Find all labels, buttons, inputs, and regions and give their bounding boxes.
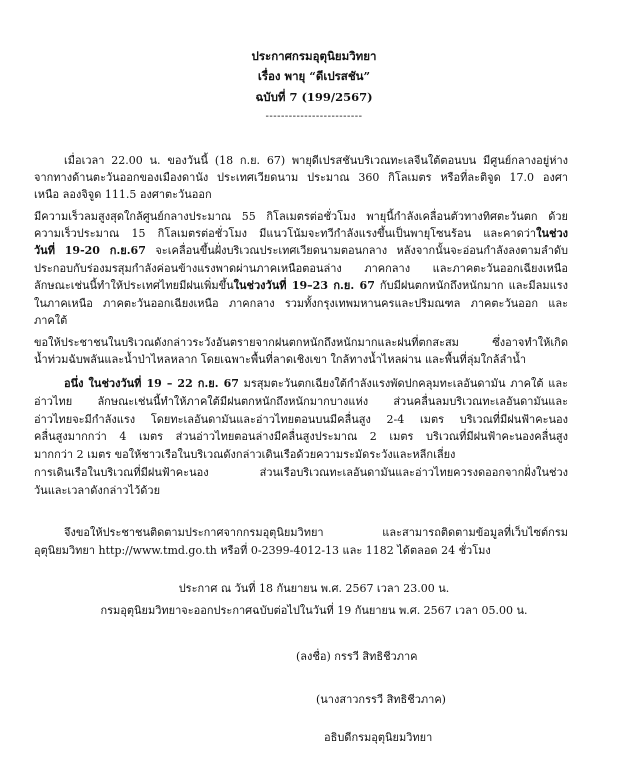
paragraph-5-line: จึงขอให้ประชาชนติดตามประกาศจากกรมอุตุนิยมวิทยา และสามารถติดตามข้อมูลที่เว็บไซต์กรม	[64, 526, 568, 539]
paragraph-2-line: ลักษณะเช่นนี้ทำให้ประเทศไทยมีฝนเพิ่มขึ้นในช่วงวันที่ 19–23 ก.ย. 67 กับมีฝนตกหนักถึงหนักมาก และมีลมแรง	[34, 279, 568, 292]
paragraph-5-line: อุตุนิยมวิทยา http://www.tmd.go.th หรือที่ 0-2399-4012-13 และ 1182 ได้ตลอด 24 ชั่วโมง	[34, 544, 491, 557]
announcement-date: ประกาศ ณ วันที่ 18 กันยายน พ.ศ. 2567 เวลา 23.00 น.	[178, 582, 450, 595]
paragraph-3-line: ขอให้ประชาชนในบริเวณดังกล่าวระวังอันตรายจากฝนตกหนักถึงหนักมากและฝนที่ตกสะสม ซึ่งอาจทำให้เกิด	[34, 336, 568, 349]
signature-name: (นางสาวกรรวี สิทธิชีวภาค)	[316, 693, 446, 706]
document-title: ประกาศกรมอุตุนิยมวิทยา	[251, 49, 377, 63]
paragraph-4-line: อ่าวไทยจะมีกำลังแรง โดยทะเลอันดามันและอ่าวไทยตอนบนมีคลื่นสูง 2-4 เมตร บริเวณที่มีฝนฟ้าคะนอง	[34, 413, 568, 426]
paragraph-4-line: อ่าวไทย ลักษณะเช่นนี้ทำให้ภาคใต้มีฝนตกหนักถึงหนักมากบางแห่ง ส่วนคลื่นลมบริเวณทะเลอันดามันและ	[34, 395, 568, 408]
signature-position: อธิบดีกรมอุตุนิยมวิทยา	[324, 731, 433, 744]
paragraph-1-line: จากทางด้านตะวันออกของเมืองดานัง ประเทศเวียดนาม ประมาณ 360 กิโลเมตร หรือที่ละติจูด 17.0 องศา	[34, 171, 568, 184]
paragraph-4-line: การเดินเรือในบริเวณที่มีฝนฟ้าคะนอง ส่วนเรือบริเวณทะเลอันดามันและอ่าวไทยควรงดออกจากฝั่งในช่วง	[34, 466, 568, 479]
paragraph-1-line: เมื่อเวลา 22.00 น. ของวันนี้ (18 ก.ย. 67) พายุดีเปรสชันบริเวณทะเลจีนใต้ตอนบน มีศูนย์กลางอยู่ห่าง	[64, 154, 568, 167]
paragraph-1-line: เหนือ ลองจิจูด 111.5 องศาตะวันออก	[34, 188, 212, 201]
paragraph-2-line: ความเร็วประมาณ 15 กิโลเมตรต่อชั่วโมง มีแนวโน้มจะทวีกำลังแรงขึ้นเป็นพายุโซนร้อน และคาดว่าในช่วง	[34, 227, 568, 240]
paragraph-4-line: คลื่นสูงมากกว่า 4 เมตร ส่วนอ่าวไทยตอนล่างมีคลื่นสูงประมาณ 2 เมตร บริเวณที่มีฝนฟ้าคะนองคลื่นสูง	[34, 430, 568, 443]
paragraph-2-line: ภาคใต้	[34, 314, 68, 327]
paragraph-4-line: วันและเวลาดังกล่าวไว้ด้วย	[34, 484, 161, 497]
next-issue-notice: กรมอุตุนิยมวิทยาจะออกประกาศฉบับต่อไปในวันที่ 19 กันยายน พ.ศ. 2567 เวลา 05.00 น.	[100, 604, 528, 617]
header-divider: -------------------------	[265, 111, 363, 122]
signature-signed: (ลงชื่อ) กรรวี สิทธิชีวภาค	[296, 650, 418, 663]
paragraph-2-line: วันที่ 19-20 ก.ย.67 จะเคลื่อนขึ้นฝั่งบริเวณประเทศเวียดนามตอนกลาง หลังจากนั้นจะอ่อนกำลังลงตามลำดับ	[34, 244, 568, 257]
paragraph-2-line: ประกอบกับร่องมรสุมกำลังค่อนข้างแรงพาดผ่านภาคเหนือตอนล่าง ภาคกลาง และภาคตะวันออกเฉียงเหนือ	[34, 262, 568, 275]
paragraph-3-line: น้ำท่วมฉับพลันและน้ำป่าไหลหลาก โดยเฉพาะพื้นที่ลาดเชิงเขา ใกล้ทางน้ำไหลผ่าน และพื้นที่ลุ่มใกล้ลำน้ำ	[34, 353, 527, 366]
document-issue-number: ฉบับที่ 7 (199/2567)	[255, 90, 373, 104]
paragraph-2-line: ในภาคเหนือ ภาคตะวันออกเฉียงเหนือ ภาคกลาง รวมทั้งกรุงเทพมหานครและปริมณฑล ภาคตะวันออก และ	[34, 297, 568, 310]
paragraph-4-line: มากกว่า 2 เมตร ขอให้ชาวเรือในบริเวณดังกล่าวเดินเรือด้วยความระมัดระวังและหลีกเลี่ยง	[34, 448, 456, 461]
document-subject: เรื่อง พายุ “ดีเปรสชัน”	[257, 69, 371, 83]
paragraph-4-line: อนึ่ง ในช่วงวันที่ 19 – 22 ก.ย. 67 มรสุมตะวันตกเฉียงใต้กำลังแรงพัดปกคลุมทะเลอันดามัน ภาคใต้ และ	[64, 377, 568, 390]
paragraph-2-line: มีความเร็วลมสูงสุดใกล้ศูนย์กลางประมาณ 55 กิโลเมตรต่อชั่วโมง พายุนี้กำลังเคลื่อนตัวทางทิศตะวันตก ด้วย	[34, 210, 568, 223]
